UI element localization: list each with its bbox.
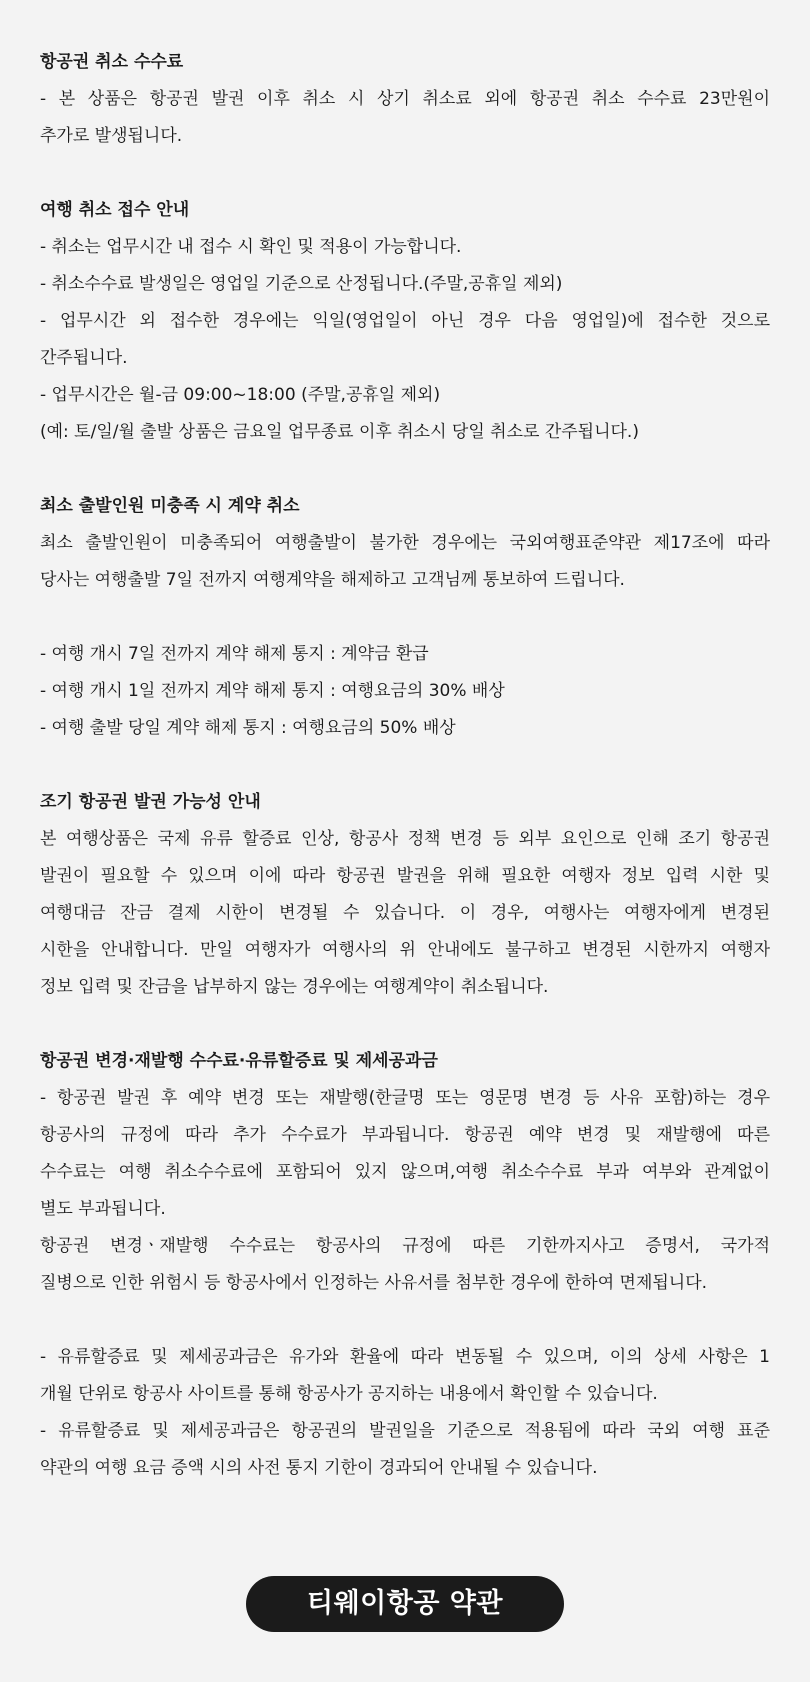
- text-line: 정보 입력 및 잔금을 납부하지 않는 경우에는 여행계약이 취소됩니다.: [40, 977, 549, 997]
- paragraph-spacer: [40, 1302, 770, 1339]
- text-line: - 여행 개시 1일 전까지 계약 해제 통지 : 여행요금의 30% 배상: [40, 681, 505, 701]
- terms-content: [40, 44, 770, 1524]
- text-line: - 취소는 업무시간 내 접수 시 확인 및 적용이 가능합니다.: [40, 237, 462, 257]
- text-line: 본 여행상품은 국제 유류 할증료 인상, 항공사 정책 변경 등 외부 요인으로 인해 조기 항공권: [40, 829, 770, 849]
- paragraph-spacer: [40, 599, 770, 636]
- text-line: - 여행 개시 7일 전까지 계약 해제 통지 : 계약금 환급: [40, 644, 429, 664]
- text-line: 당사는 여행출발 7일 전까지 여행계약을 해제하고 고객님께 통보하여 드립니다.: [40, 570, 625, 590]
- text-line: - 여행 출발 당일 계약 해제 통지 : 여행요금의 50% 배상: [40, 718, 456, 738]
- cta-wrapper: [0, 1576, 810, 1632]
- section-ticket-cancel-fee: [40, 44, 770, 155]
- section-min-departure: [40, 488, 770, 747]
- text-line: 여행대금 잔금 결제 시한이 변경될 수 있습니다. 이 경우, 여행사는 여행자에게 변경된: [40, 903, 770, 923]
- tway-terms-button[interactable]: 티웨이항공 약관: [246, 1576, 564, 1632]
- text-line: 간주됩니다.: [40, 348, 128, 368]
- text-line: - 취소수수료 발생일은 영업일 기준으로 산정됩니다.(주말,공휴일 제외): [40, 274, 563, 294]
- text-line: 시한을 안내합니다. 만일 여행자가 여행사의 위 안내에도 불구하고 변경된 시한까지 여행자: [40, 940, 770, 960]
- text-line: - 유류할증료 및 제세공과금은 항공권의 발권일을 기준으로 적용됨에 따라 국외 여행 표준: [40, 1421, 770, 1441]
- text-line: 약관의 여행 요금 증액 시의 사전 통지 기한이 경과되어 안내될 수 있습니다.: [40, 1458, 598, 1478]
- section-title: 항공권 취소 수수료: [40, 52, 184, 72]
- text-line: 항공권 변경ㆍ재발행 수수료는 항공사의 규정에 따른 기한까지사고 증명서, 국가적: [40, 1236, 770, 1256]
- text-line: 개월 단위로 항공사 사이트를 통해 항공사가 공지하는 내용에서 확인할 수 있습니다.: [40, 1384, 658, 1404]
- text-line: - 항공권 발권 후 예약 변경 또는 재발행(한글명 또는 영문명 변경 등 사유 포함)하는 경우: [40, 1088, 770, 1108]
- section-title: 조기 항공권 발권 가능성 안내: [40, 792, 261, 812]
- text-line: - 유류할증료 및 제세공과금은 유가와 환율에 따라 변동될 수 있으며, 이의 상세 사항은 1: [40, 1347, 770, 1367]
- section-title: 항공권 변경·재발행 수수료·유류할증료 및 제세공과금: [40, 1051, 438, 1071]
- section-early-ticketing: [40, 784, 770, 1006]
- text-line: 수수료는 여행 취소수수료에 포함되어 있지 않으며,여행 취소수수료 부과 여부와 관계없이: [40, 1162, 770, 1182]
- text-line: 추가로 발생됩니다.: [40, 126, 183, 146]
- section-title: 여행 취소 접수 안내: [40, 200, 190, 220]
- text-line: 항공사의 규정에 따라 추가 수수료가 부과됩니다. 항공권 예약 변경 및 재발행에 따른: [40, 1125, 770, 1145]
- text-line: (예: 토/일/월 출발 상품은 금요일 업무종료 이후 취소시 당일 취소로 간주됩니다.): [40, 422, 639, 442]
- section-title: 최소 출발인원 미충족 시 계약 취소: [40, 496, 300, 516]
- text-line: 별도 부과됩니다.: [40, 1199, 166, 1219]
- text-line: - 본 상품은 항공권 발권 이후 취소 시 상기 취소료 외에 항공권 취소 수수료 23만원이: [40, 89, 770, 109]
- text-line: - 업무시간 외 접수한 경우에는 익일(영업일이 아닌 경우 다음 영업일)에 접수한 것으로: [40, 311, 770, 331]
- text-line: 발권이 필요할 수 있으며 이에 따라 항공권 발권을 위해 필요한 여행자 정보 입력 시한 및: [40, 866, 770, 886]
- section-cancel-reception: [40, 192, 770, 451]
- text-line: 최소 출발인원이 미충족되어 여행출발이 불가한 경우에는 국외여행표준약관 제17조에 따라: [40, 533, 770, 553]
- text-line: - 업무시간은 월-금 09:00~18:00 (주말,공휴일 제외): [40, 385, 441, 405]
- text-line: 질병으로 인한 위험시 등 항공사에서 인정하는 사유서를 첨부한 경우에 한하여 면제됩니다.: [40, 1273, 708, 1293]
- section-change-reissue-fees: [40, 1043, 770, 1487]
